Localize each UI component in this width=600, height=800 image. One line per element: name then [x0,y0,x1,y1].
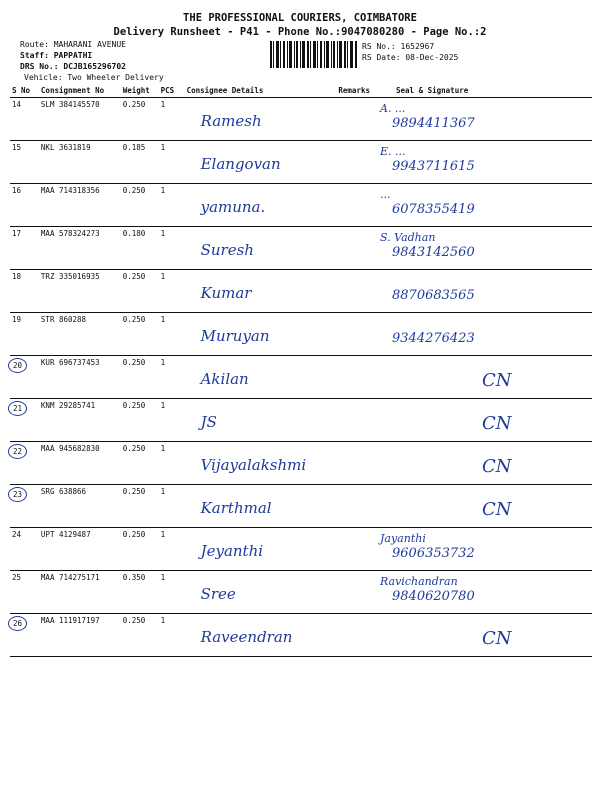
table-row [10,184,592,227]
row-remarks [336,270,372,313]
row-weight: 0.250 [121,184,159,227]
row-signature: CN [372,442,592,485]
row-signature: E. ... 9943711615 [372,141,592,184]
row-sno: 15 [10,141,39,184]
runsheet-subtitle: Delivery Runsheet - P41 - Phone No.:9047080280 - Page No.:2 [113,26,487,38]
row-signature: 9344276423 [372,313,592,356]
drs-text: DRS No.: DCJB165296702 [20,62,126,71]
row-pcs: 1 [159,270,185,313]
row-pcs: 1 [159,184,185,227]
table-header-row [10,86,592,98]
row-consignment: TRZ 335016935 [39,270,121,313]
row-weight: 0.250 [121,399,159,442]
row-consignment: MAA 578324273 [39,227,121,270]
row-weight: 0.185 [121,141,159,184]
col-signature: Seal & Signature [372,86,592,98]
row-remarks [336,571,372,614]
row-signature: 8870683565 [372,270,592,313]
row-signature: CN [372,356,592,399]
row-consignment: SLM 384145570 [39,98,121,141]
row-remarks [336,442,372,485]
table-row [10,98,592,141]
row-remarks [336,98,372,141]
row-consignment: MAA 714275171 [39,571,121,614]
row-consignee: Suresh [185,227,337,270]
row-signature: ... 6078355419 [372,184,592,227]
row-consignee: Elangovan [185,141,337,184]
row-signature: CN [372,399,592,442]
row-consignment: MAA 714318356 [39,184,121,227]
table-row [10,485,592,528]
row-signature: S. Vadhan 9843142560 [372,227,592,270]
row-pcs: 1 [159,571,185,614]
row-pcs: 1 [159,98,185,141]
row-signature: A. ... 9894411367 [372,98,592,141]
table-row [10,141,592,184]
row-weight: 0.250 [121,614,159,657]
row-consignment: KUR 696737453 [39,356,121,399]
row-pcs: 1 [159,442,185,485]
table-row [10,399,592,442]
row-remarks [336,614,372,657]
row-weight: 0.180 [121,227,159,270]
row-consignment: STR 860288 [39,313,121,356]
table-row [10,571,592,614]
row-consignee: Vijayalakshmi [185,442,337,485]
row-remarks [336,356,372,399]
row-sno: 25 [10,571,39,614]
row-consignee: Raveendran [185,614,337,657]
table-row [10,356,592,399]
table-row [10,313,592,356]
row-pcs: 1 [159,227,185,270]
rs-date: RS Date: 08-Dec-2025 [362,53,459,62]
row-consignee: Muruyan [185,313,337,356]
row-remarks [336,485,372,528]
row-consignment: MAA 111917197 [39,614,121,657]
row-weight: 0.250 [121,98,159,141]
row-sno: 19 [10,313,39,356]
col-sno: S No [10,86,39,98]
row-consignee: Sree [185,571,337,614]
row-consignment: UPT 4129487 [39,528,121,571]
row-signature: CN [372,485,592,528]
row-weight: 0.250 [121,485,159,528]
rs-number: RS No.: 1652967 [362,42,435,51]
row-sno: 21 [10,399,39,442]
row-remarks [336,184,372,227]
runsheet-table [10,86,592,657]
table-row [10,270,592,313]
table-row [10,442,592,485]
col-remarks: Remarks [336,86,372,98]
row-sno: 22 [10,442,39,485]
row-signature: CN [372,614,592,657]
route-text: Route: MAHARANI AVENUE [20,40,126,49]
row-consignee: Jeyanthi [185,528,337,571]
row-consignee: Karthmal [185,485,337,528]
row-pcs: 1 [159,528,185,571]
row-sno: 18 [10,270,39,313]
row-consignee: Kumar [185,270,337,313]
row-weight: 0.250 [121,442,159,485]
row-pcs: 1 [159,399,185,442]
row-consignment: NKL 3631819 [39,141,121,184]
table-row [10,614,592,657]
col-weight: Weight [121,86,159,98]
col-consignment: Consignment No [39,86,121,98]
row-remarks [336,528,372,571]
row-pcs: 1 [159,141,185,184]
barcode-image [270,41,358,68]
row-sno: 20 [10,356,39,399]
row-remarks [336,227,372,270]
row-sno: 16 [10,184,39,227]
row-sno: 23 [10,485,39,528]
row-consignment: MAA 945682830 [39,442,121,485]
row-remarks [336,313,372,356]
row-signature: Ravichandran 9840620780 [372,571,592,614]
row-pcs: 1 [159,485,185,528]
row-weight: 0.250 [121,356,159,399]
table-row [10,528,592,571]
row-sno: 14 [10,98,39,141]
row-weight: 0.250 [121,270,159,313]
row-weight: 0.250 [121,528,159,571]
row-remarks [336,399,372,442]
row-consignment: SRG 638866 [39,485,121,528]
row-consignee: yamuna. [185,184,337,227]
row-pcs: 1 [159,313,185,356]
row-pcs: 1 [159,614,185,657]
row-signature: Jayanthi 9606353732 [372,528,592,571]
row-consignee: Ramesh [185,98,337,141]
row-consignee: Akilan [185,356,337,399]
vehicle-text: Vehicle: Two Wheeler Delivery [24,73,164,82]
row-sno: 24 [10,528,39,571]
staff-text: Staff: PAPPATHI [20,51,93,60]
row-sno: 17 [10,227,39,270]
row-weight: 0.250 [121,313,159,356]
row-weight: 0.350 [121,571,159,614]
row-consignee: JS [185,399,337,442]
company-title: THE PROFESSIONAL COURIERS, COIMBATORE [183,12,417,24]
row-pcs: 1 [159,356,185,399]
col-consignee: Consignee Details [185,86,337,98]
table-row [10,227,592,270]
row-remarks [336,141,372,184]
col-pcs: PCS [159,86,185,98]
row-sno: 26 [10,614,39,657]
row-consignment: KNM 29285741 [39,399,121,442]
